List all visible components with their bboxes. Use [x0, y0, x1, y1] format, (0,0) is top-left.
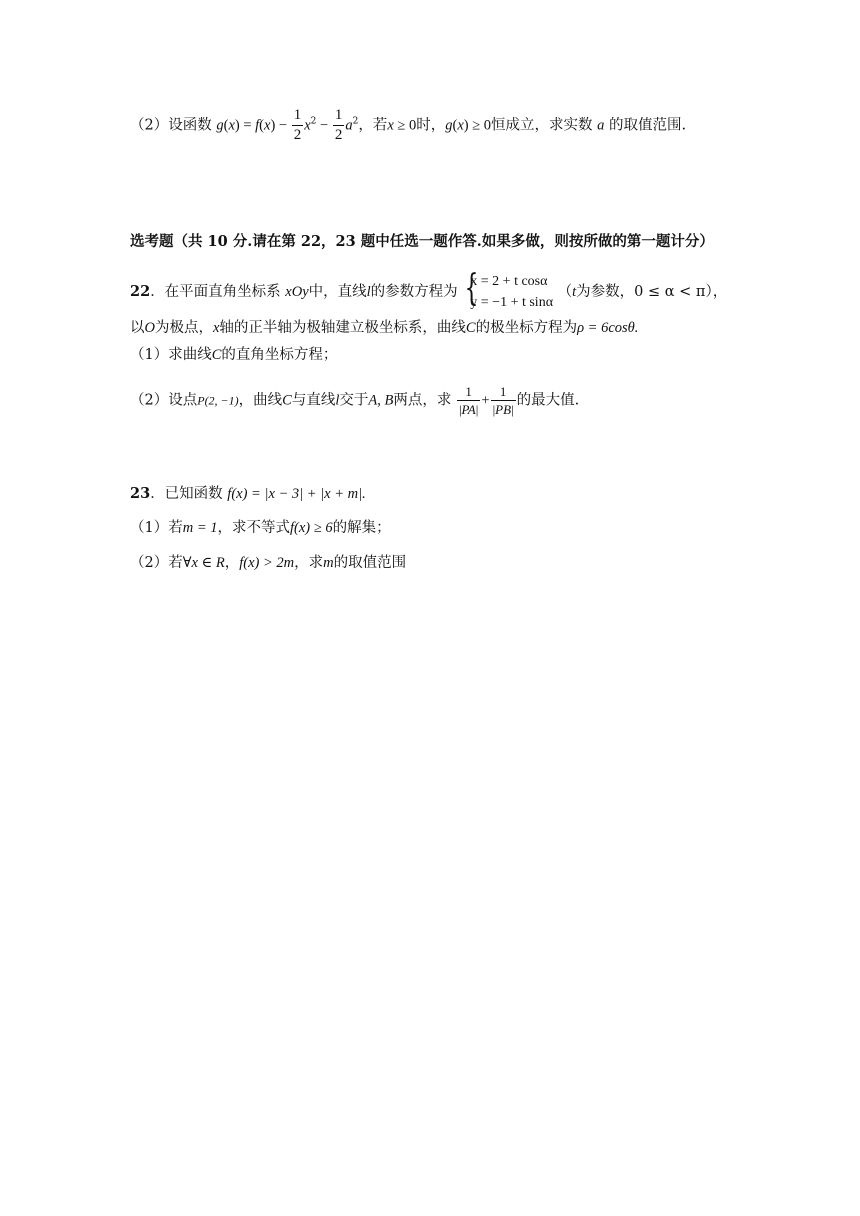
reciprocal-pb: $\frac{1}{|PB|}$ [492, 384, 514, 417]
q23-line1: 23．已知函数 f(x) = |x − 3| + |x + m|. [130, 485, 366, 502]
half-fraction: $\frac{1}{2}$ [293, 107, 302, 143]
q23-part1: （1）若m = 1，求不等式f(x) ≥ 6的解集； [130, 520, 391, 536]
q21-part2-label: （2）设函数 [130, 117, 212, 134]
q22-part1: （1）求曲线C的直角坐标方程； [130, 347, 338, 363]
q23-part2: （2）若∀x ∈ R，f(x) > 2m，求m的取值范围 [130, 555, 407, 571]
q22-line2: 以O为极点，x轴的正半轴为极轴建立极坐标系，曲线C的极坐标方程为ρ = 6cosθ. [130, 320, 639, 336]
half-fraction: $\frac{1}{2}$ [334, 107, 343, 143]
q22-line1: 22．在平面直角坐标系 xOy中，直线l的参数方程为 { x = 2 + t cosα y = −1 + t sinα （t为参数，0 ≤ α < π）， [130, 271, 727, 313]
q23-function: f(x) = |x − 3| + |x + m|. [227, 486, 366, 502]
q21-part2: （2）设函数 g(x) = f(x) − $\frac{1}{2}$ $x^2$ − $\frac{1}{2}$ $a^2$，若x ≥ 0时，g(x) ≥ 0恒成立，求实数 a 的取值范围. [130, 107, 687, 143]
q21-g-def: g [216, 117, 224, 134]
reciprocal-pa: $\frac{1}{|PA|}$ [458, 384, 479, 417]
polar-equation: ρ = 6cosθ. [577, 320, 639, 336]
section-title: 选考题（共 10 分.请在第 22，23 题中任选一题作答.如果多做，则按所做的第一题计分） [130, 233, 714, 250]
param-eq-x: x = 2 + t cosα [470, 274, 548, 289]
point-p: P(2, −1) [197, 393, 239, 408]
q22-part2: （2）设点P(2, −1)，曲线C与直线l交于A, B两点，求 $\frac{1}{|PA|}$ + $\frac{1}{|PB|}$ 的最大值. [130, 384, 580, 417]
q23-number: 23 [130, 485, 151, 502]
param-eq-y: y = −1 + t sinα [470, 295, 554, 310]
q22-number: 22 [130, 283, 151, 300]
parametric-system: { x = 2 + t cosα y = −1 + t sinα [462, 271, 553, 313]
